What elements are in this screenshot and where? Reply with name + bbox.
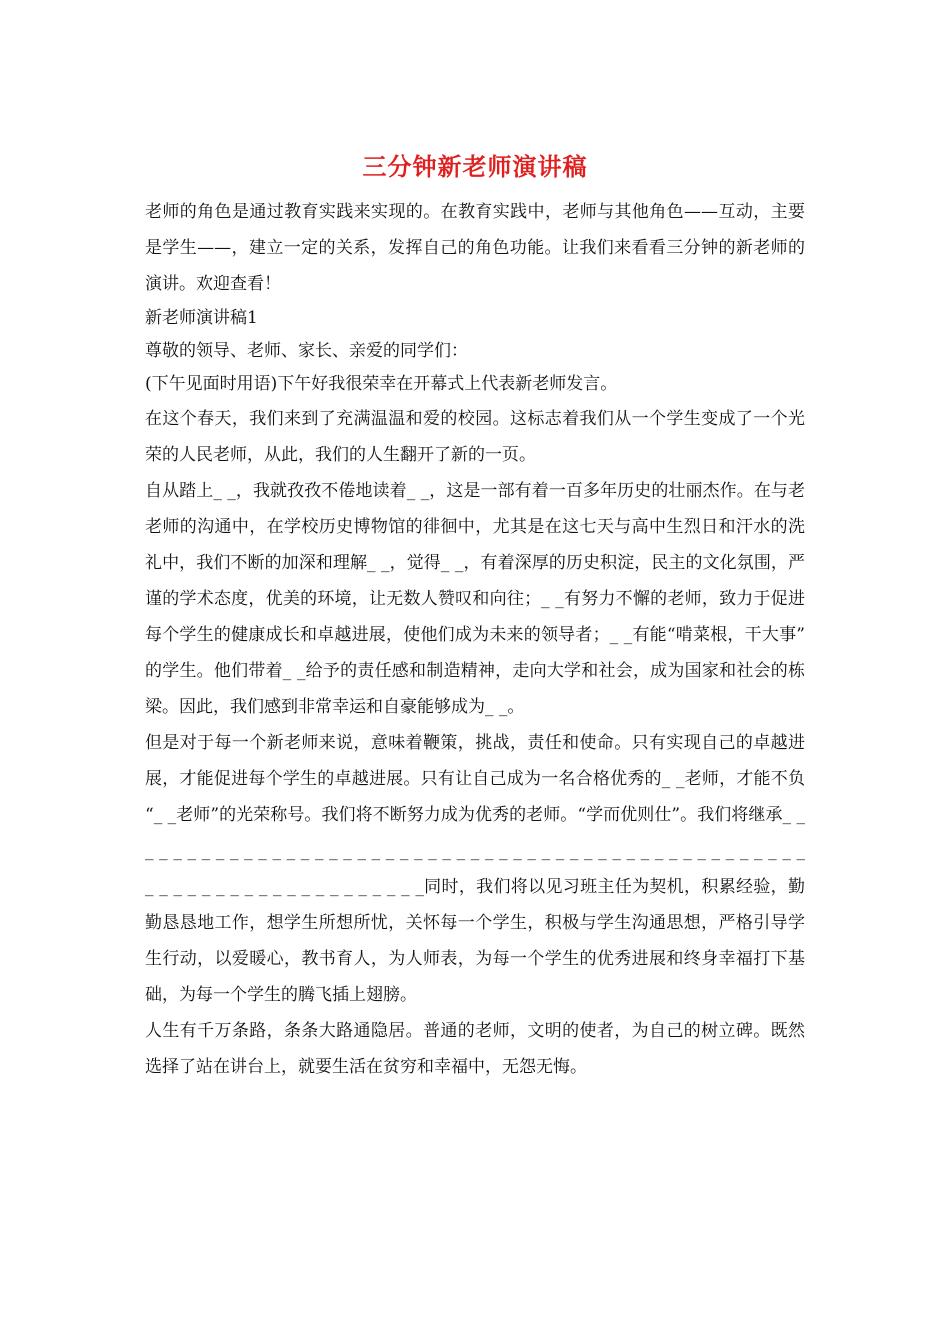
document-body bbox=[145, 194, 805, 1085]
paragraph-salutation: 尊敬的领导、老师、家长、亲爱的同学们： bbox=[145, 341, 468, 361]
paragraph-school-history: 自从踏上_ _，我就孜孜不倦地读着_ _，这是一部有着一百多年历史的壮丽杰作。在与老老师的沟通中，在学校历史博物馆的徘徊中，尤其是在这七天与高中生烈日和汗水的洗礼中，我们不断的加深和理解_ _，觉得_ _，有着深厚的历史积淀，民主的文化氛围，严谨的学术态度，优美的环境，让无数人赞叹和向往；_ _有努力不懈的老师，致力于促进每个学生的健康成长和卓越进展，使他们成为未来的领导者；_ _有能“啃菜根，干大事”的学生。他们带着_ _给予的责任感和制造精神，走向大学和社会，成为国家和社会的栋梁。因此，我们感到非常幸运和自豪能够成为_ _。 bbox=[145, 481, 805, 717]
document-title: 三分钟新老师演讲稿 bbox=[362, 152, 588, 181]
paragraph-heading: 新老师演讲稿1 bbox=[145, 308, 258, 328]
paragraph-mission: 但是对于每一个新老师来说，意味着鞭策，挑战，责任和使命。只有实现自己的卓越进展，才能促进每个学生的卓越进展。只有让自己成为一名合格优秀的_ _老师，才能不负“_ _老师”的光荣称号。我们将不断努力成为优秀的老师。“学而优则仕”。我们将继承_ _ _ _ _ _ _ _ _ _ _ _ _ _ _ _ _ _ _ _ _ _ _ _ _ _ _ _ _ _ _ _ _ _ _ _ _ _ _ _ _ _ _ _ _ _ _ _ _ _ _ _ _ _ _ _ _ _ _ _ _ _ _ _ _ _ _ _ _同时，我们将以见习班主任为契机，积累经验，勤勤恳恳地工作，想学生所想所忧，关怀每一个学生，积极与学生沟通思想，严格引导学生行动，以爱暖心，教书育人，为人师表，为每一个学生的优秀进展和终身幸福打下基础，为每一个学生的腾飞插上翅膀。 bbox=[145, 733, 805, 1005]
paragraph-intro: 老师的角色是通过教育实践来实现的。在教育实践中，老师与其他角色——互动，主要是学生——，建立一定的关系，发挥自己的角色功能。让我们来看看三分钟的新老师的演讲。欢迎查看！ bbox=[145, 202, 805, 294]
paragraph-closing: 人生有千万条路，条条大路通隐居。普通的老师，文明的使者，为自己的树立碑。既然选择了站在讲台上，就要生活在贫穷和幸福中，无怨无悔。 bbox=[145, 1021, 805, 1077]
paragraph-spring: 在这个春天，我们来到了充满温温和爱的校园。这标志着我们从一个学生变成了一个光荣的人民老师，从此，我们的人生翻开了新的一页。 bbox=[145, 409, 805, 465]
paragraph-greeting: (下午见面时用语)下午好我很荣幸在开幕式上代表新老师发言。 bbox=[145, 374, 618, 394]
